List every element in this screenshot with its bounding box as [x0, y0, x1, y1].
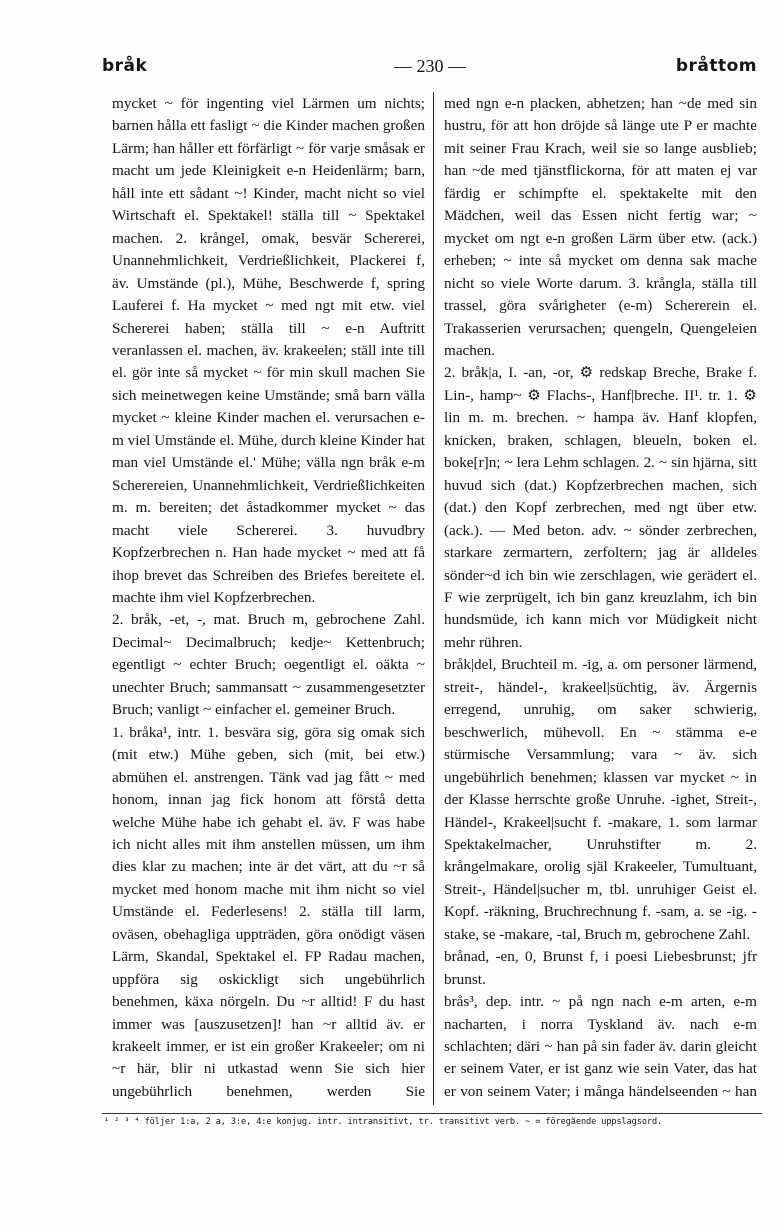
- page-header: [102, 56, 757, 86]
- footnote-legend: ¹ ² ³ ⁴ följer 1:a, 2 a, 3:e, 4:e konjug. intr. intransitivt, tr. transitivt verb. ~ = föregående uppslagsord.: [104, 1117, 663, 1127]
- column-divider: [433, 92, 434, 1105]
- right-column-text: med ngn e-n placken, abhetzen; han ~de med sin hustru, för att hon dröjde så länge ute P er machte mit seiner Frau Krach, weil sie so lange ausblieb; han ~de med tjänstflickorna, för att maten ej var färdig er schimpfte el. spektakelte mit den Mädchen, weil das Essen nicht fertig war; ~ mycket om ngt e-n großen Lärm über etw. (ack.) erheben; ~ inte så mycket om denna sak mache nicht so viele Worte darum. 3. krångla, ställa till trassel, göra svårigheter (e-m) Schererein el. Trakasserien verursachen; quengeln, Quengeleien machen. 2. bråk|a, I. -an, -or, ⚙ redskap Breche, Brake f. Lin-, hamp~ ⚙ Flachs-, Hanf|breche. II¹. tr. 1. ⚙ lin m. m. brechen. ~ hampa äv. Hanf klopfen, knicken, braken, schlagen, bleueln, boken el. boke[r]n; ~ lera Lehm schlagen. 2. ~ sin hjärna, sitt huvud sich (dat.) Kopfzerbrechen machen, sich (dat.) den Kopf zerbrechen, med ngt über etw. (ack.). — Med beton. adv. ~ sönder zerbrechen, starkare zermartern, zerfoltern; jag är alldeles sönder~d ich bin wie zerschlagen, wie gerädert el. F wie zerprügelt, ich bin ganz kreuzlahm, ich bin hundsmüde, ich kann mich vor Müdigkeit nicht mehr rühren. bråk|del, Bruchteil m. -ig, a. om personer lärmend, streit-, händel-, krakeel|süchtig, äv. Ärgernis erregend, unruhig, om saker schwierig, beschwerlich, mühevoll. En ~ stämma e-e stürmische Versammlung; vara ~ äv. sich ungebührlich benehmen; klassen var mycket ~ in der Klasse herrschte große Unruhe. -ighet, Streit-, Händel-, Krakeel|sucht f. -makare, 1. som larmar Spektakelmacher, Unruhstifter m. 2. krångelmakare, orolig själ Krakeeler, Tumultuant, Streit-, Händel|sucher m, tbl. unruhiger Geist el. Kopf. -räkning, Bruchrechnung f. -sam, a. se -ig. -stake, se -makare, -tal, Bruch m, gebrochene Zahl. brånad, -en, 0, Brunst f, i poesi Liebesbrunst; jfr brunst. brås³, dep. intr. ~ på ngn nach e-m arten, e-m nacharten, i norra Tyskland äv. nach e-m schlachten; däri ~ han på sin fader äv. darin gleicht er seinem Vater, er ist ganz wie sein Vater, das hat er von seinem Vater; i många händelseenden ~ han: [444, 95, 757, 1100]
- footnote-rule: [102, 1113, 762, 1114]
- left-column: [112, 93, 425, 1105]
- left-column-text: mycket ~ för ingenting viel Lärmen um nichts; barnen hålla ett fasligt ~ die Kinder machen großen Lärm; han håller ett förfärligt ~ för varje småsak er macht um jede Kleinigkeit e-n Heidenlärm; barn, håll inte ett sådant ~! Kinder, macht nicht so viel Wirtschaft el. Spektakel! ställa till ~ Spektakel machen. 2. krångel, omak, besvär Schererei, Unannehmlichkeit, Verdrießlichkeit, Plackerei f, äv. Umstände (pl.), Mühe, Beschwerde f, spring Lauferei f. Ha mycket ~ med ngt mit etw. viel Schererei haben; ställa till ~ e-n Auftritt veranlassen el. machen, äv. krakeelen; ställ inte till el. gör inte så mycket ~ för min skull machen Sie sich meinetwegen keine Umstände; små barn välla mycket ~ kleine Kinder machen el. verursachen e-m viel Umstände el. Mühe, durch kleine Kinder hat man viel Umstände el.' Mühe; välla ngn bråk e-m Scherereien, Unannehmlichkeit, Verdrießlichkeiten m. m. bereiten; det åstadkommer mycket ~ das macht viele Schererei. 3. huvudbry Kopfzerbrechen n. Han hade mycket ~ med att få ihop brevet das Schreiben des Briefes bereitete el. machte ihm viel Kopfzerbrechen. 2. bråk, -et, -, mat. Bruch m, gebrochene Zahl. Decimal~ Decimalbruch; kedje~ Kettenbruch; egentligt ~ echter Bruch; oegentligt el. oäkta ~ unechter Bruch; sammansatt ~ zusammengesetzter Bruch; vanligt ~ einfacher el. gemeiner Bruch. 1. bråka¹, intr. 1. besvära sig, göra sig omak sich (mit etw.) Mühe geben, sich (mit, bei etw.) abmühen el. anstrengen. Tänk vad jag fått ~ med honom, innan jag fick honom att förstå detta welche Mühe habe ich gehabt el. äv. F was habe ich nicht alles mit ihm anstellen müssen, um ihm dies klar zu machen; inte är det värt, att du ~r så mycket med honom mache mit ihm nicht so viel Umstände el. Federlesens! 2. ställa till larm, oväsen, obehagliga uppträden, göra onödigt väsen Lärm, Skandal, Spektakel el. FP Radau machen, uppföra sig oskickligt sich ungebührlich benehmen, käxa nörgeln. Du ~r alltid! F du hast immer was [auszusetzen]! han ~r alltid äv. er krakeelt immer, er ist ein großer Krakeeler; om ni ~r här, blir ni utkastad wenn Sie sich hier ungebührlich benehmen, werden Sie: [112, 95, 425, 1100]
- running-headword-left: bråk: [102, 56, 148, 76]
- right-column: [444, 93, 757, 1105]
- page-number: — 230 —: [394, 56, 466, 76]
- running-headword-right: bråttom: [675, 56, 757, 76]
